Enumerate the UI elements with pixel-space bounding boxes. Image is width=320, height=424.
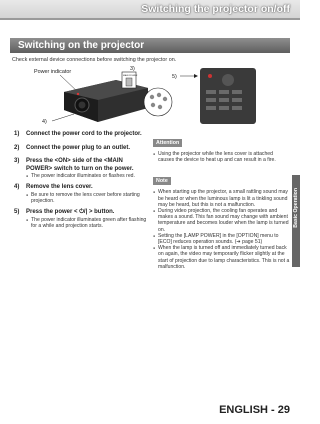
step-4-note: ● Be sure to remove the lens cover before starting projection. [14, 192, 147, 204]
callout-3: 3) [130, 66, 135, 72]
main-power-switch-label: MAIN POWER [123, 75, 138, 77]
step-5-note: ● The power indicator illuminates green after flashing for a while and projection starts. [14, 217, 147, 229]
page-header-title: Switching the projector on/off [141, 3, 290, 15]
note-label: Note [153, 177, 171, 185]
step-2: 2) Connect the power plug to an outlet. [14, 144, 130, 151]
section-bar [10, 38, 290, 53]
step-3-note: ● The power indicator illuminates or flashes red. [14, 173, 147, 179]
step-4: 4) Remove the lens cover. [14, 184, 93, 191]
attention-label: Attention [153, 139, 182, 147]
remote-control-icon [200, 68, 256, 124]
callout-5: 5) [172, 74, 177, 80]
note-item: ● When starting up the projector, a small rattling sound may be heard or when the luminous lamp is lit a tinkling sound may be heard, but this is not a malfunction. [153, 189, 290, 208]
side-tab-label: Basic Operation [293, 188, 299, 228]
note-item: ● Setting the [LAMP POWER] in the [OPTION] menu to [ECO] reduces operation sounds. (➔ page 51) [153, 233, 290, 245]
note-item: ● When the lamp is turned off and immediately turned back on again, the video may temporarily flicker slightly at the start of projection due to lamp characteristics. This is not a malfunction. [153, 245, 290, 270]
step-5: 5) Press the power < ⏻/| > button. [14, 209, 115, 216]
main-power-switch-icon [122, 72, 138, 88]
notes-column [153, 131, 290, 270]
attention-item: ● Using the projector while the lens cover is attached causes the device to heat up and can result in a fire. [153, 151, 290, 163]
page-footer: ENGLISH - 29 [219, 404, 290, 416]
header-divider [0, 18, 300, 20]
section-title: Switching on the projector [18, 40, 145, 51]
step-1: 1) Connect the power cord to the projector. [14, 131, 142, 137]
power-indicator-label: Power indicator [34, 69, 72, 75]
projector-illustration [12, 64, 260, 128]
note-item: ● During video projection, the cooling fan operates and makes a sound. This fan sound may change with ambient temperature and becomes louder when the lamp is turned on. [153, 208, 290, 233]
steps-list [14, 131, 147, 229]
control-panel-icon [144, 88, 172, 116]
step-3: 3) Press the <ON> side of the <MAIN POWER> switch to turn on the power. [14, 158, 134, 172]
callout-4: 4) [42, 119, 47, 125]
intro-text: Check external device connections before switching the projector on. [12, 57, 177, 63]
